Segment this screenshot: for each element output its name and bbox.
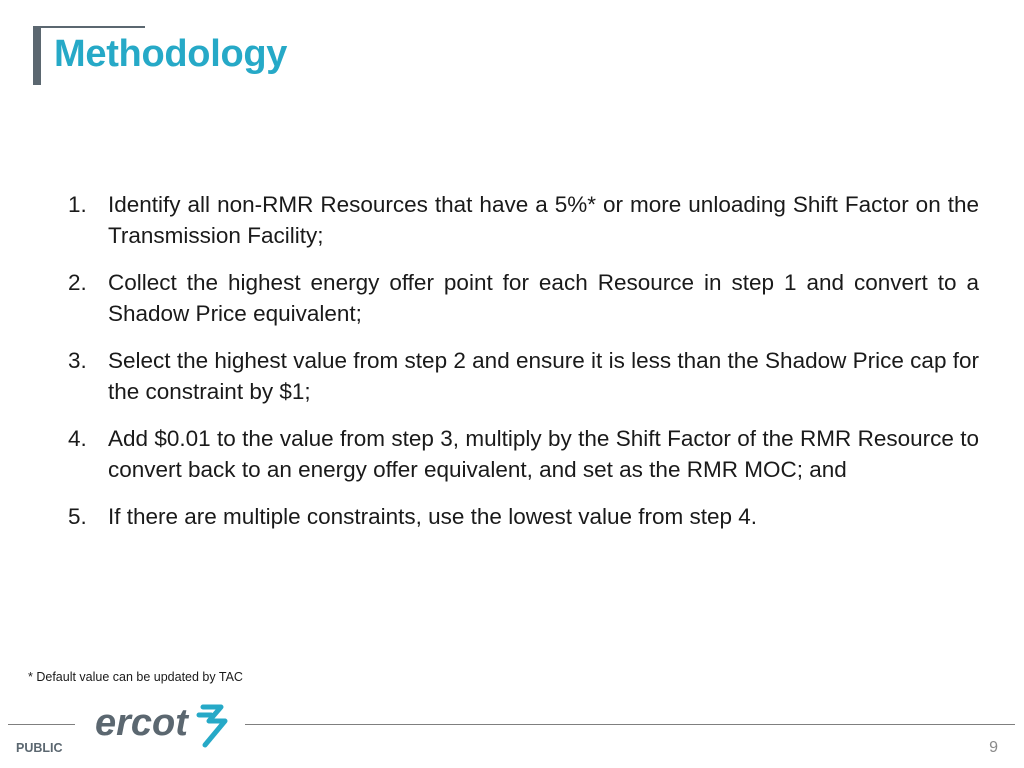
step-number: 2. (68, 270, 87, 295)
step-item (68, 424, 979, 485)
footer-divider-left (8, 724, 75, 725)
step-item (68, 190, 979, 251)
step-text: Select the highest value from step 2 and ensure it is less than the Shadow Price cap for the constraint by $1; (108, 348, 979, 404)
methodology-steps (68, 190, 979, 550)
page-number: 9 (989, 739, 998, 756)
step-text: Identify all non-RMR Resources that have a 5%* or more unloading Shift Factor on the Transmission Facility; (108, 192, 979, 248)
title-accent-line (33, 26, 145, 28)
footnote: * Default value can be updated by TAC (28, 670, 243, 684)
slide-title: Methodology (54, 33, 288, 75)
step-text: Add $0.01 to the value from step 3, multiply by the Shift Factor of the RMR Resource to convert back to an energy offer equivalent, and set as the RMR MOC; and (108, 426, 979, 482)
step-number: 4. (68, 426, 87, 451)
step-number: 5. (68, 504, 87, 529)
step-item (68, 346, 979, 407)
step-text: If there are multiple constraints, use the lowest value from step 4. (108, 504, 758, 529)
step-number: 3. (68, 348, 87, 373)
footer-divider-right (245, 724, 1015, 725)
step-item (68, 268, 979, 329)
title-accent-bar (33, 26, 41, 85)
logo-wordmark: ercot (95, 702, 188, 744)
classification-label: PUBLIC (16, 741, 63, 755)
step-item (68, 502, 979, 533)
step-number: 1. (68, 192, 87, 217)
logo-bolt-icon (199, 707, 225, 745)
step-text: Collect the highest energy offer point for each Resource in step 1 and convert to a Shadow Price equivalent; (108, 270, 979, 326)
ercot-logo (93, 697, 233, 753)
